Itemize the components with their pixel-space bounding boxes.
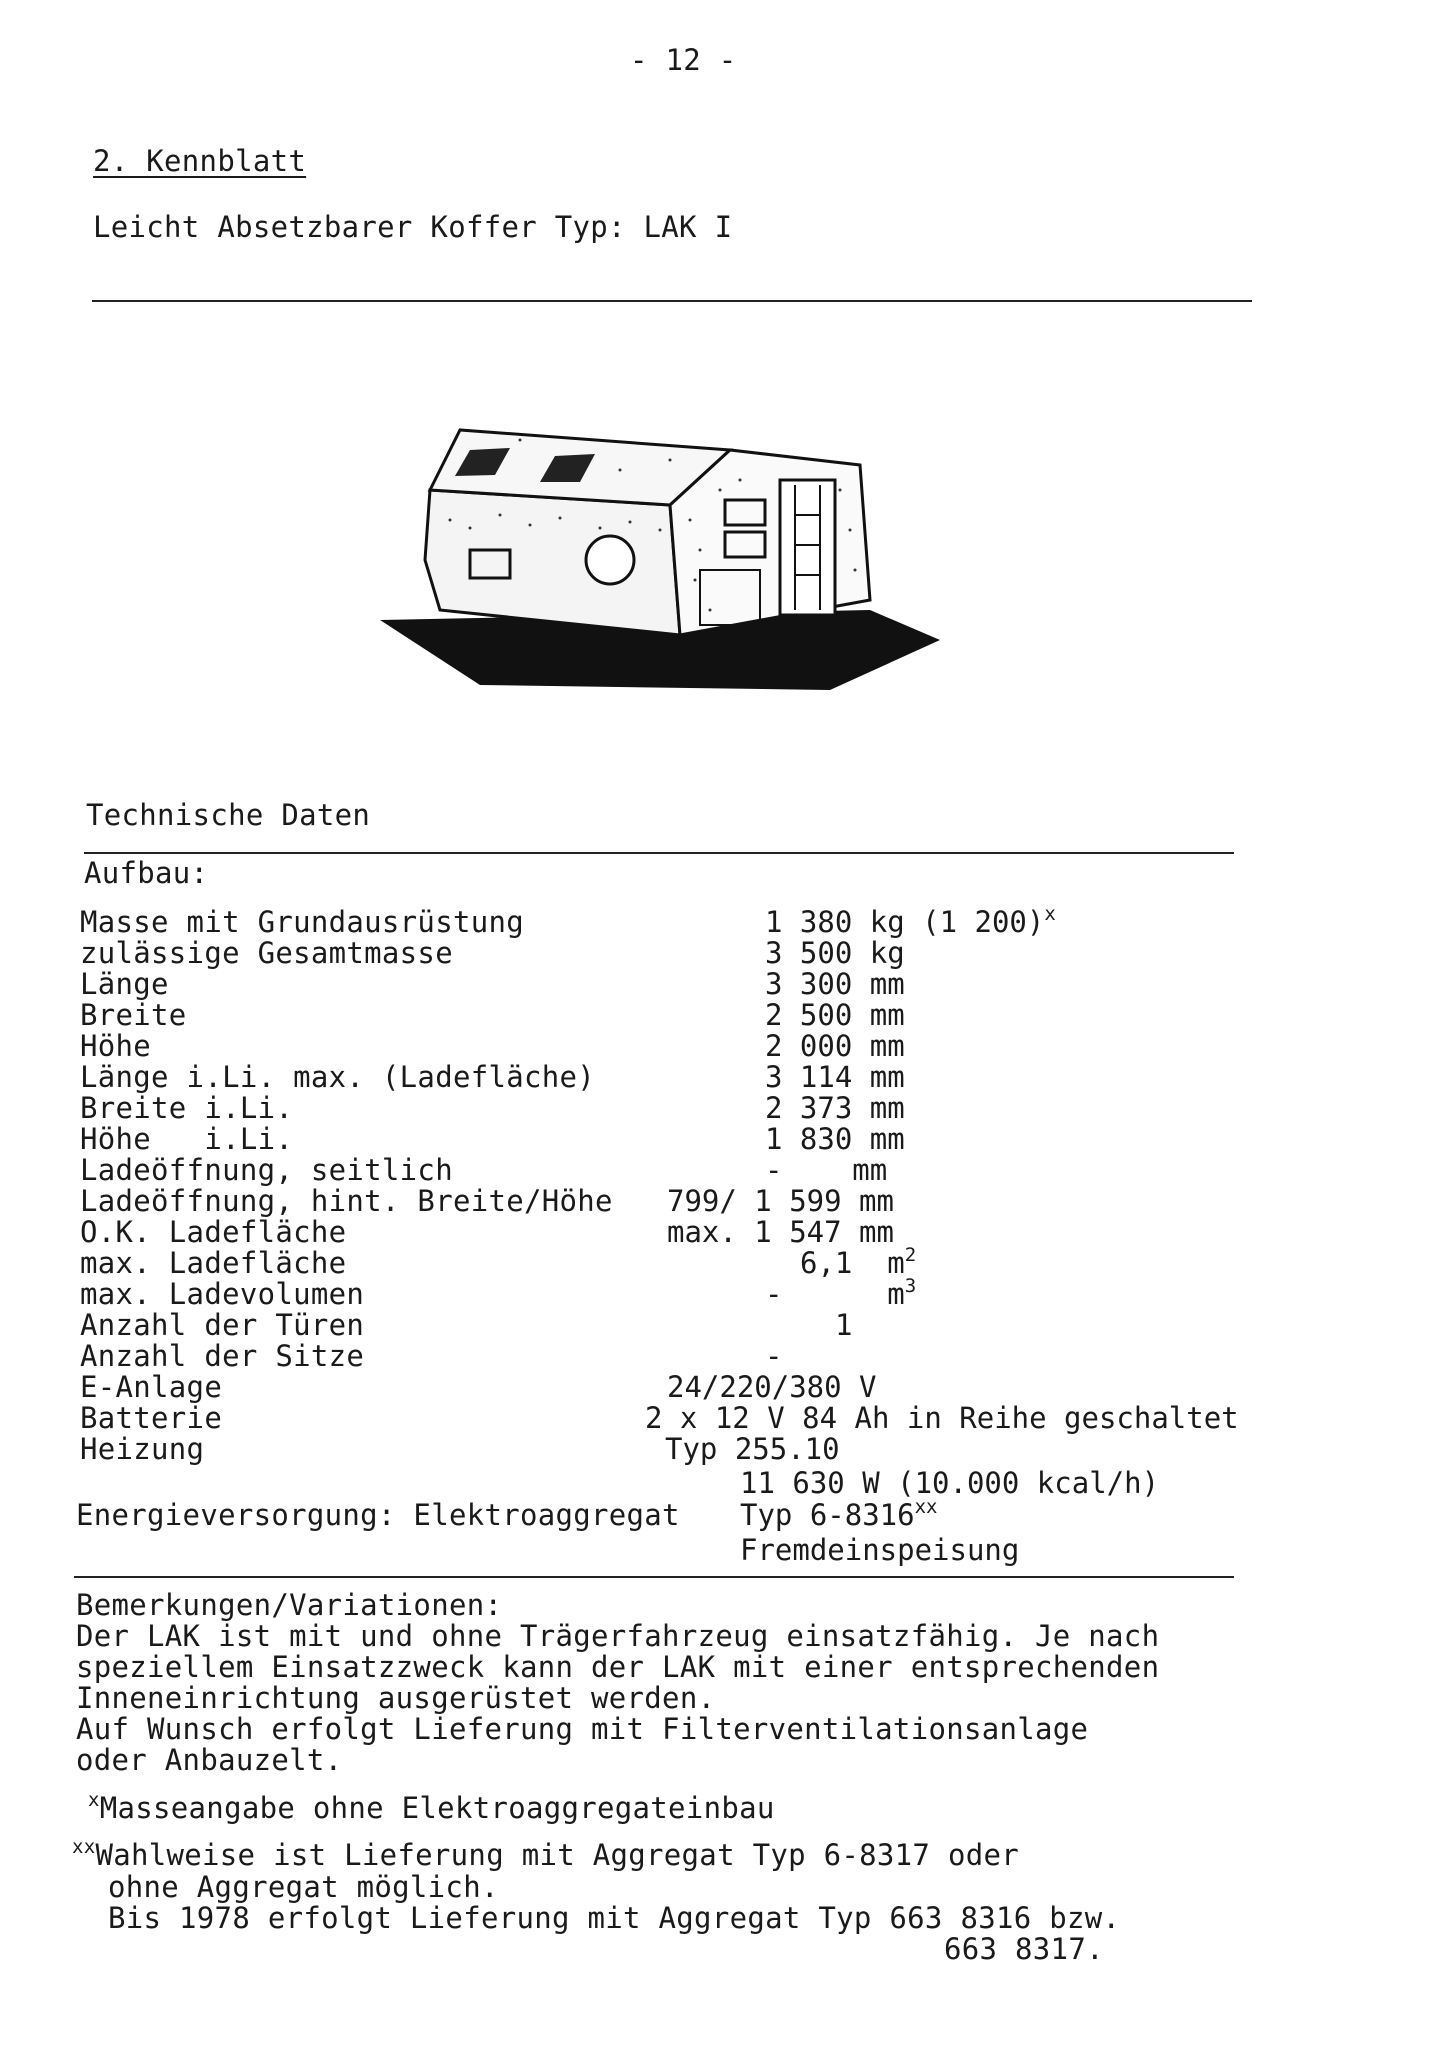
spec-label: Höhe <box>80 1029 152 1063</box>
spec-value: 1 <box>835 1308 853 1342</box>
energy-extra: Fremdeinspeisung <box>740 1533 1020 1567</box>
spec-value: max. 1 547 mm <box>667 1215 894 1249</box>
spec-value: - <box>765 1339 783 1373</box>
heating-power: 11 630 W (10.000 kcal/h) <box>740 1466 1160 1500</box>
top-rule <box>92 300 1252 302</box>
spec-label: Länge <box>80 967 169 1001</box>
spec-value: Typ 255.10 <box>665 1432 840 1466</box>
spec-value: - mm <box>765 1153 888 1187</box>
spec-value: 2 000 mm <box>765 1029 905 1063</box>
footnote-x: $^x$Masseangabe ohne Elektroaggregateinbau <box>88 1789 775 1825</box>
remark-line: Inneneinrichtung ausgerüstet werden. <box>76 1681 716 1715</box>
footnote-line: Bis 1978 erfolgt Lieferung mit Aggregat Typ 663 8316 bzw. <box>108 1901 1121 1935</box>
spec-label: zulässige Gesamtmasse <box>80 936 453 970</box>
spec-value: 1 830 mm <box>765 1122 905 1156</box>
remark-line: Auf Wunsch erfolgt Lieferung mit Filterventilationsanlage <box>76 1712 1089 1746</box>
remark-line: speziellem Einsatzzweck kann der LAK mit einer entsprechenden <box>76 1650 1160 1684</box>
spec-label: Länge i.Li. max. (Ladefläche) <box>80 1060 596 1094</box>
spec-value: 799/ 1 599 mm <box>667 1184 894 1218</box>
energy-label: Energieversorgung: Elektroaggregat <box>76 1498 680 1532</box>
section-rule <box>84 852 1234 854</box>
footnote-line: ohne Aggregat möglich. <box>108 1870 499 1904</box>
remarks-rule <box>74 1576 1234 1578</box>
spec-value: 3 500 kg <box>765 936 905 970</box>
remark-line: oder Anbauzelt. <box>76 1743 343 1777</box>
remark-line: Der LAK ist mit und ohne Trägerfahrzeug einsatzfähig. Je nach <box>76 1619 1160 1653</box>
aufbau-label: Aufbau: <box>84 856 209 890</box>
spec-value: 2 x 12 V 84 Ah in Reihe geschaltet <box>645 1401 1239 1435</box>
lak-container-drawing <box>370 410 950 700</box>
spec-label: E-Anlage <box>80 1370 223 1404</box>
page-number: - 12 - <box>630 43 737 77</box>
spec-label: O.K. Ladefläche <box>80 1215 347 1249</box>
section-title: Technische Daten <box>86 798 371 832</box>
spec-value: 24/220/380 V <box>667 1370 877 1404</box>
spec-value: 1 380 kg (1 200)$^x$ <box>765 903 1056 939</box>
energy-value: Typ 6-8316$^{xx}$ <box>740 1496 938 1532</box>
spec-label: max. Ladefläche <box>80 1246 347 1280</box>
spec-label: Heizung <box>80 1432 205 1466</box>
footnote-xx: $^{xx}$Wahlweise ist Lieferung mit Aggregat Typ 6-8317 oder <box>72 1836 1019 1872</box>
spec-value: 3 114 mm <box>765 1060 905 1094</box>
spec-label: Masse mit Grundausrüstung <box>80 905 524 939</box>
spec-label: Breite <box>80 998 187 1032</box>
page-subtitle: Leicht Absetzbarer Koffer Typ: LAK I <box>93 210 733 244</box>
footnote-line: 663 8317. <box>944 1932 1104 1966</box>
spec-value: 3 300 mm <box>765 967 905 1001</box>
spec-label: max. Ladevolumen <box>80 1277 365 1311</box>
spec-label: Breite i.Li. <box>80 1091 294 1125</box>
spec-label: Ladeöffnung, hint. Breite/Höhe <box>80 1184 613 1218</box>
remarks-title: Bemerkungen/Variationen: <box>76 1588 503 1622</box>
spec-value: - $m^3$ <box>765 1275 917 1311</box>
spec-value: 2 500 mm <box>765 998 905 1032</box>
spec-label: Ladeöffnung, seitlich <box>80 1153 453 1187</box>
spec-value: 2 373 mm <box>765 1091 905 1125</box>
spec-value: 6,1 $m^2$ <box>800 1244 917 1280</box>
spec-label: Höhe i.Li. <box>80 1122 294 1156</box>
page-heading: 2. Kennblatt <box>93 144 307 178</box>
spec-label: Batterie <box>80 1401 223 1435</box>
spec-label: Anzahl der Sitze <box>80 1339 365 1373</box>
spec-label: Anzahl der Türen <box>80 1308 365 1342</box>
